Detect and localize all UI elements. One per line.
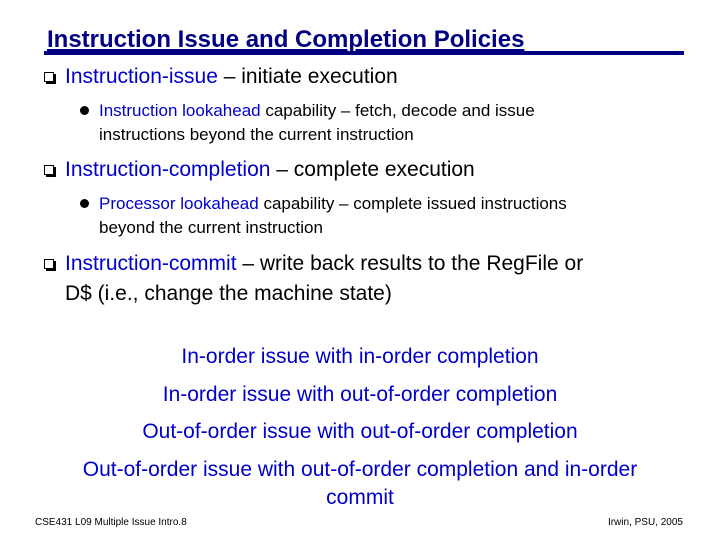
term: Processor lookahead: [99, 194, 259, 213]
dot-bullet-icon: [80, 106, 89, 115]
term-description-continued: instructions beyond the current instruction: [99, 125, 414, 144]
policy-line: Out-of-order issue with out-of-order completion: [142, 420, 578, 443]
square-bullet-icon: [44, 72, 54, 82]
footer-course-label: CSE431 L09 Multiple Issue Intro.8: [35, 517, 187, 528]
footer-author: Irwin, PSU, 2005: [607, 517, 683, 528]
term-description-continued: beyond the current instruction: [99, 218, 323, 237]
term: Instruction-completion: [65, 158, 271, 181]
term-description: capability – fetch, decode and issue: [260, 101, 535, 120]
policy-line-continued: commit: [326, 486, 394, 509]
term: Instruction-issue: [65, 65, 218, 88]
policy-line: Out-of-order issue with out-of-order completion and in-order: [82, 458, 638, 481]
term: Instruction-commit: [65, 252, 237, 275]
dot-bullet-icon: [80, 199, 89, 208]
square-bullet-icon: [44, 259, 54, 269]
policy-line: In-order issue with out-of-order completion: [162, 383, 558, 406]
term-description: – initiate execution: [217, 65, 398, 88]
policy-line: In-order issue with in-order completion: [181, 345, 539, 368]
slide-title: Instruction Issue and Completion Policies: [47, 26, 525, 53]
term-description-continued: D$ (i.e., change the machine state): [65, 282, 392, 305]
term-description: capability – complete issued instructions: [258, 194, 567, 213]
term-description: – write back results to the RegFile or: [236, 252, 584, 275]
square-bullet-icon: [44, 165, 54, 175]
term: Instruction lookahead: [99, 101, 261, 120]
term-description: – complete execution: [270, 158, 475, 181]
